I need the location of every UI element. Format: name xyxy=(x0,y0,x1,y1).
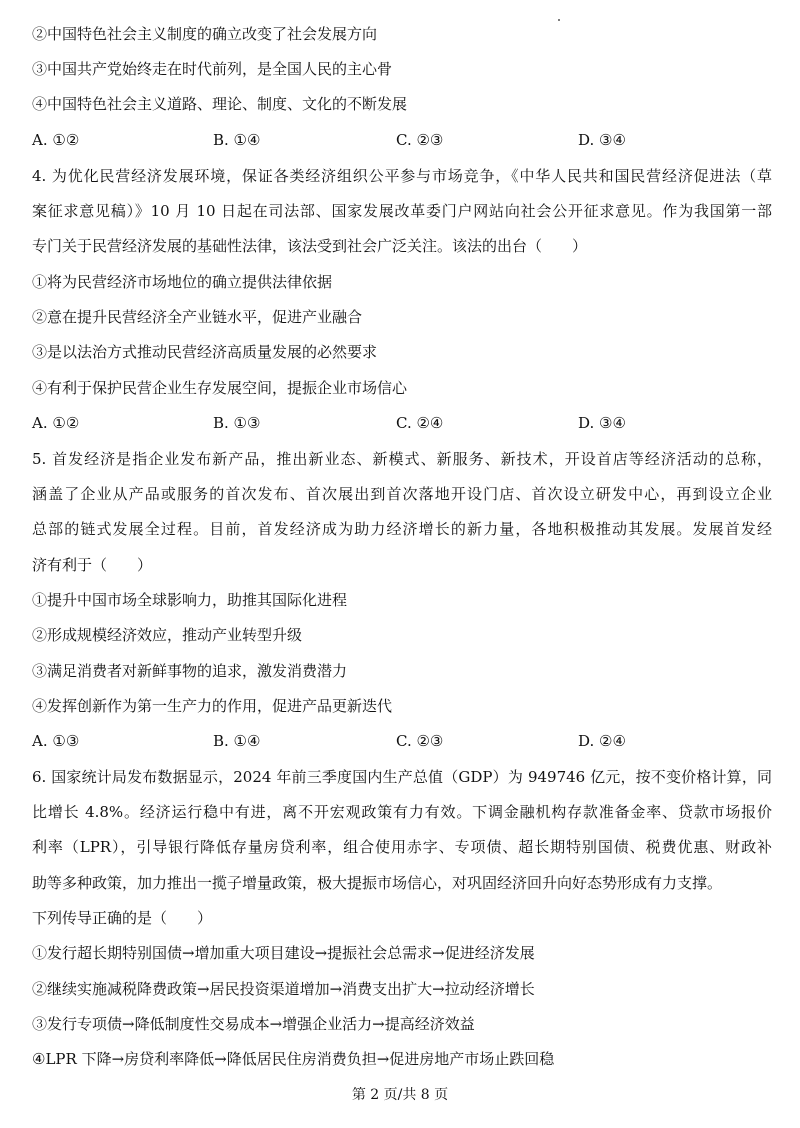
q4-option-a: A. ①② xyxy=(32,414,80,432)
q4-item-4: ④有利于保护民营企业生存发展空间，提振企业市场信心 xyxy=(32,379,408,397)
q6-stem-line-4: 助等多种政策，加力推出一揽子增量政策，极大提振市场信心，对巩固经济回升向好态势形成有力支撑。 xyxy=(32,874,723,892)
q4-stem-line-2: 案征求意见稿）》10 月 10 日起在司法部、国家发展改革委门户网站向社会公开征求意见。作为我国第一部 xyxy=(32,202,772,220)
q5-stem-line-1: 5. 首发经济是指企业发布新产品，推出新业态、新模式、新服务、新技术，开设首店等经济活动的总称， xyxy=(32,450,772,468)
q6-item-1: ①发行超长期特别国债→增加重大项目建设→提振社会总需求→促进经济发展 xyxy=(32,944,535,962)
q3-option-b: B. ①④ xyxy=(213,131,261,149)
q4-stem-line-1: 4. 为优化民营经济发展环境，保证各类经济组织公平参与市场竞争，《中华人民共和国民营经济促进法（草 xyxy=(32,167,772,185)
q6-item-2: ②继续实施减税降费政策→居民投资渠道增加→消费支出扩大→拉动经济增长 xyxy=(32,980,535,998)
q5-item-4: ④发挥创新作为第一生产力的作用，促进产品更新迭代 xyxy=(32,697,393,715)
q6-stem-line-5: 下列传导正确的是（ ） xyxy=(32,909,213,927)
q3-item-3: ③中国共产党始终走在时代前列，是全国人民的主心骨 xyxy=(32,60,393,78)
q6-stem-line-2: 比增长 4.8%。经济运行稳中有进，离不开宏观政策有力有效。下调金融机构存款准备金率、贷款市场报价 xyxy=(32,803,772,821)
scan-speck xyxy=(558,19,560,21)
q6-stem-line-1: 6. 国家统计局发布数据显示，2024 年前三季度国内生产总值（GDP）为 949746 亿元，按不变价格计算，同 xyxy=(32,768,772,786)
q3-option-c: C. ②③ xyxy=(396,131,444,149)
q3-item-2: ②中国特色社会主义制度的确立改变了社会发展方向 xyxy=(32,25,378,43)
q5-option-c: C. ②③ xyxy=(396,732,444,750)
q6-item-3: ③发行专项债→降低制度性交易成本→增强企业活力→提高经济效益 xyxy=(32,1015,475,1033)
q3-item-4: ④中国特色社会主义道路、理论、制度、文化的不断发展 xyxy=(32,95,408,113)
q6-item-4: ④LPR 下降→房贷利率降低→降低居民住房消费负担→促进房地产市场止跌回稳 xyxy=(32,1050,555,1068)
q4-item-3: ③是以法治方式推动民营经济高质量发展的必然要求 xyxy=(32,343,378,361)
q5-option-b: B. ①④ xyxy=(213,732,261,750)
q5-option-d: D. ②④ xyxy=(578,732,626,750)
q4-option-b: B. ①③ xyxy=(213,414,261,432)
q5-item-2: ②形成规模经济效应，推动产业转型升级 xyxy=(32,626,303,644)
q3-option-d: D. ③④ xyxy=(578,131,626,149)
q5-option-a: A. ①③ xyxy=(32,732,80,750)
q5-stem-line-2: 涵盖了企业从产品或服务的首次发布、首次展出到首次落地开设门店、首次设立研发中心，再到设立企业 xyxy=(32,485,772,503)
q4-item-2: ②意在提升民营经济全产业链水平，促进产业融合 xyxy=(32,308,363,326)
q5-item-1: ①提升中国市场全球影响力，助推其国际化进程 xyxy=(32,591,348,609)
q4-option-d: D. ③④ xyxy=(578,414,626,432)
q6-stem-line-3: 利率（LPR），引导银行降低存量房贷利率，组合使用赤字、专项债、超长期特别国债、税费优惠、财政补 xyxy=(32,838,772,856)
q4-stem-line-3: 专门关于民营经济发展的基础性法律，该法受到社会广泛关注。该法的出台（ ） xyxy=(32,237,588,255)
q3-option-a: A. ①② xyxy=(32,131,80,149)
q4-item-1: ①将为民营经济市场地位的确立提供法律依据 xyxy=(32,273,333,291)
q5-item-3: ③满足消费者对新鲜事物的追求，激发消费潜力 xyxy=(32,662,348,680)
q4-option-c: C. ②④ xyxy=(396,414,444,432)
q5-stem-line-3: 总部的链式发展全过程。目前，首发经济成为助力经济增长的新力量，各地积极推动其发展。发展首发经 xyxy=(32,520,772,538)
page-number-footer: 第 2 页/共 8 页 xyxy=(351,1087,449,1103)
q5-stem-line-4: 济有利于（ ） xyxy=(32,556,153,574)
